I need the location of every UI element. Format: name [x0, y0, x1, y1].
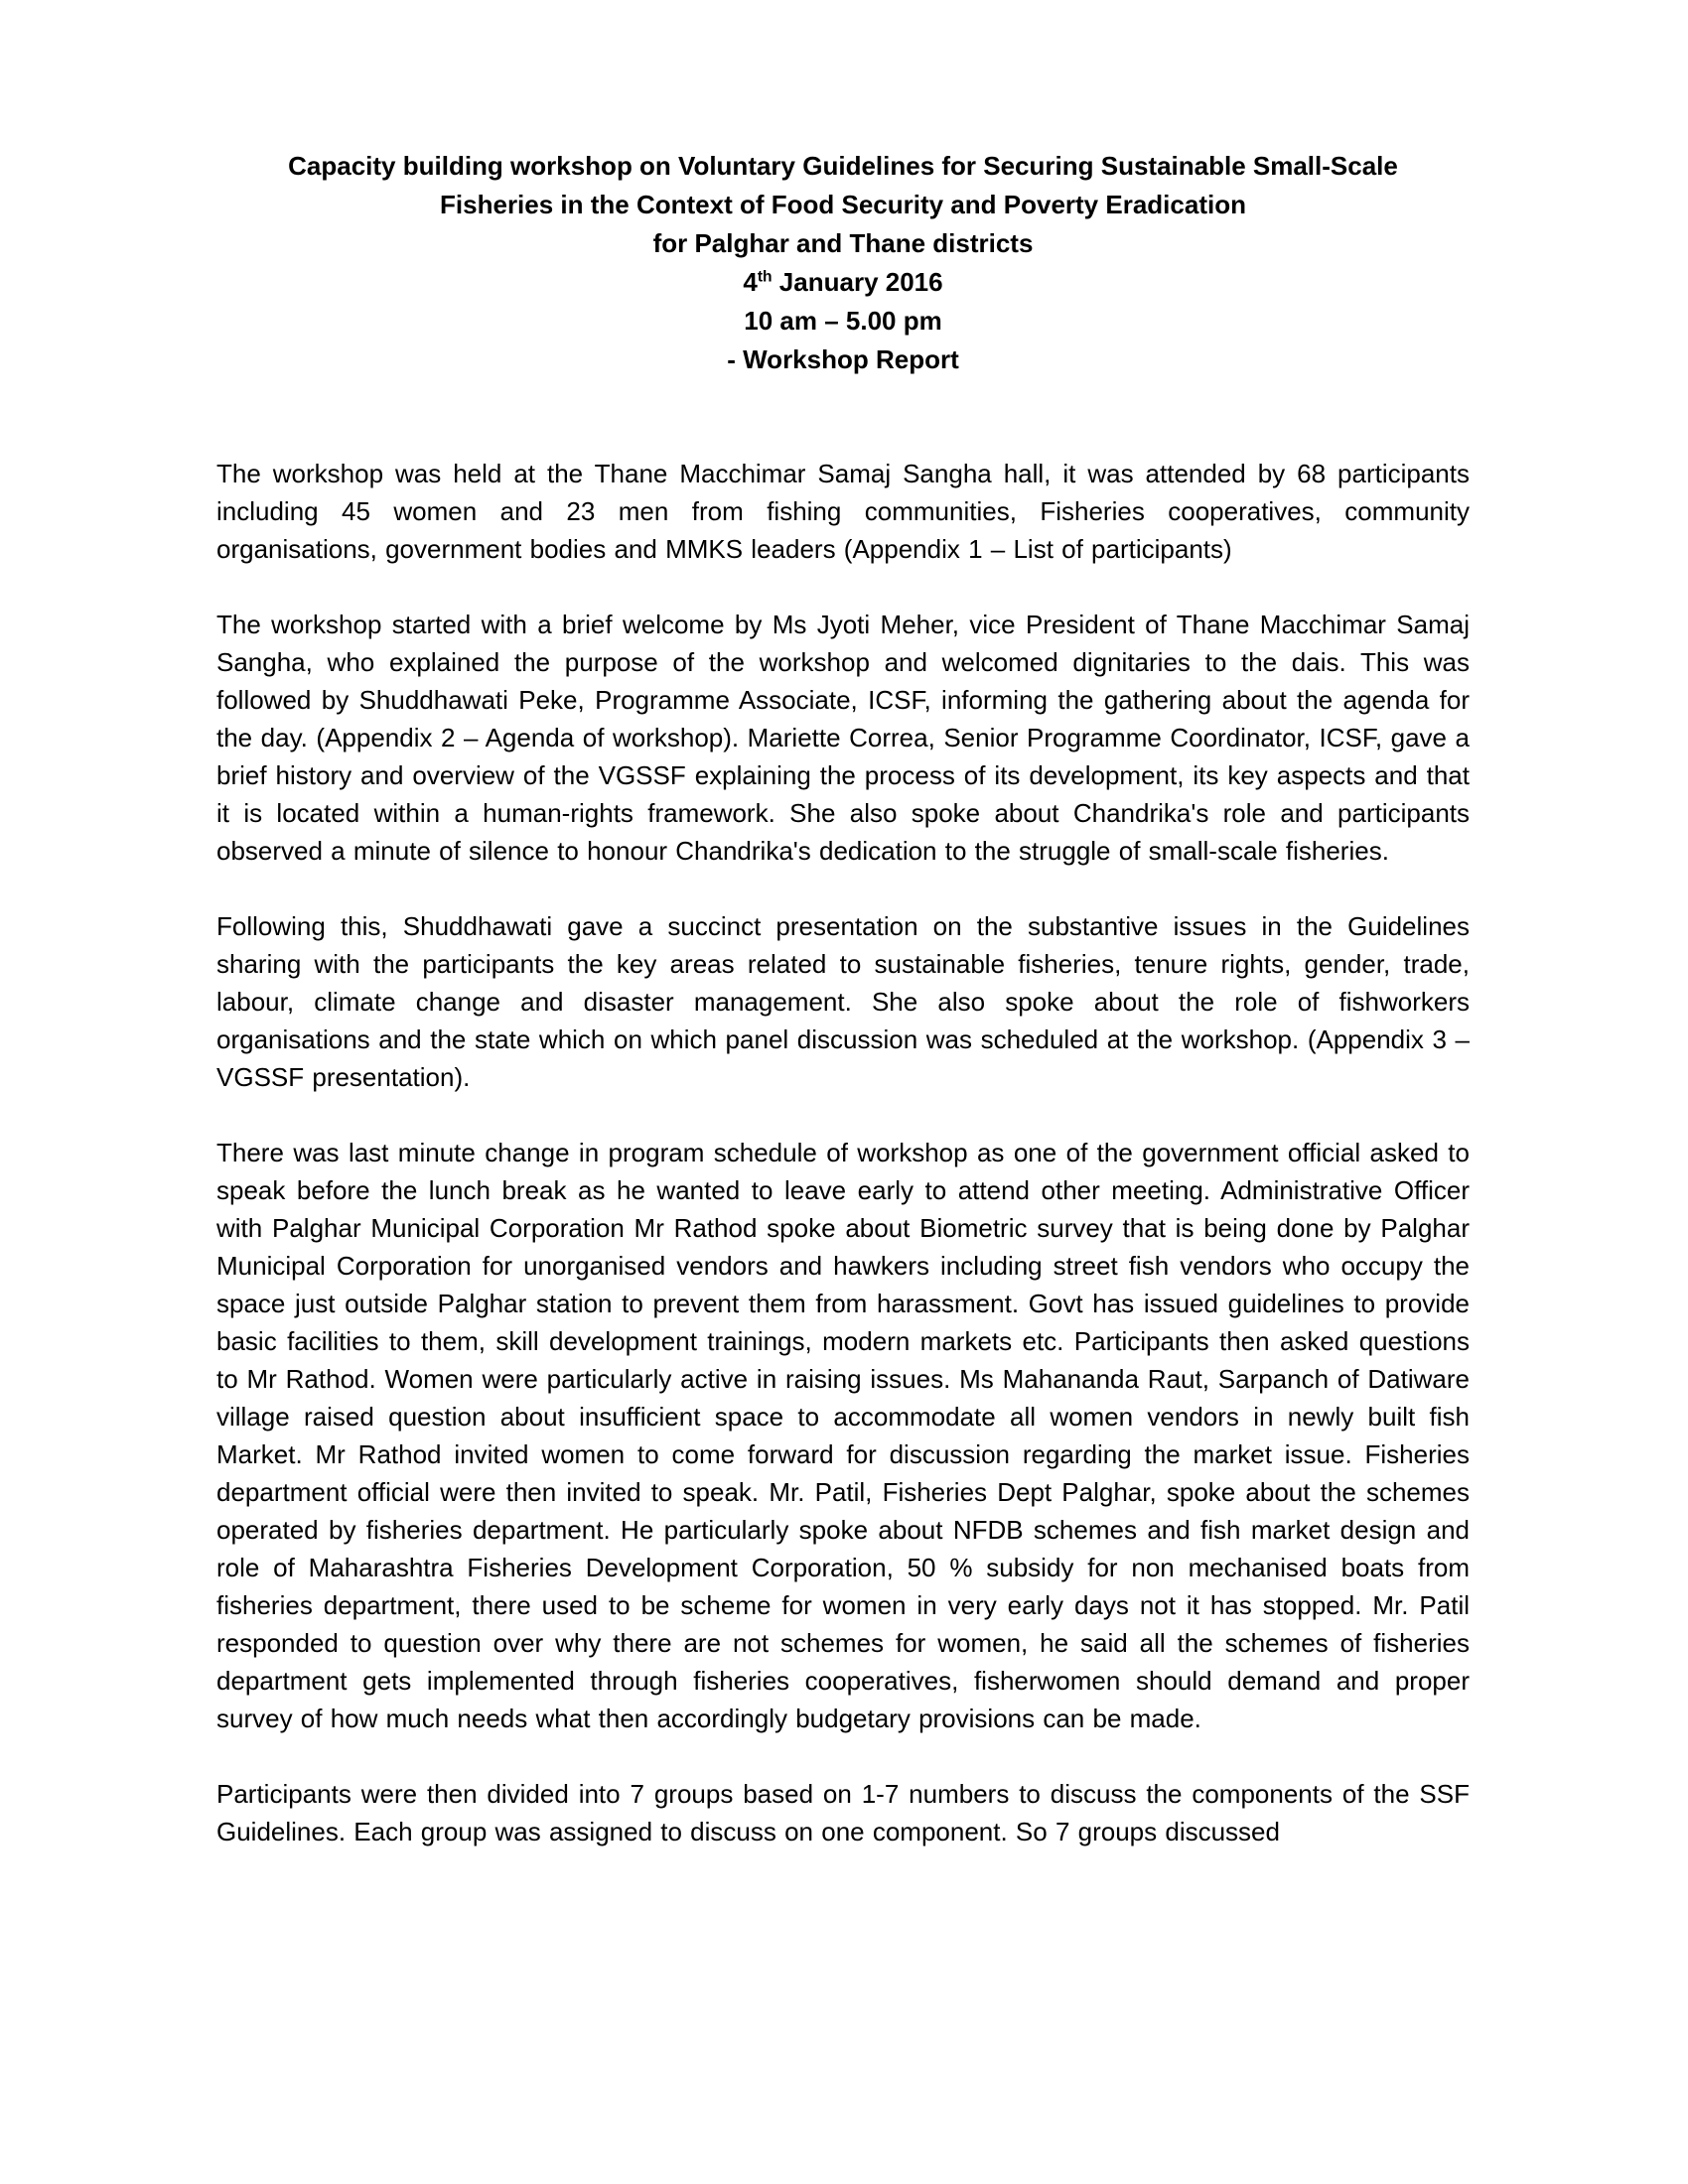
paragraph-guidelines-presentation: Following this, Shuddhawati gave a succinct presentation on the substantive issues in the Guidelines sharing with the participants the key areas related to sustainable fisheries, tenure rights, gender, trade, labour, climate change and disaster management. She also spoke about the role of fishworkers organisations and the state which on which panel discussion was scheduled at the workshop. (Appendix 3 – VGSSF presentation). [216, 911, 1470, 1092]
document-body [216, 455, 1470, 1850]
paragraph-group-division: Participants were then divided into 7 groups based on 1-7 numbers to discuss the components of the SSF Guidelines. Each group was assigned to discuss on one component. So 7 groups discussed [216, 1779, 1470, 1846]
date-day: 4 [743, 267, 758, 297]
title-line-3: for Palghar and Thane districts [652, 228, 1034, 258]
paragraph-schedule-change-officials: There was last minute change in program schedule of workshop as one of the government official asked to speak before the lunch break as he wanted to leave early to attend other meeting. Administrative Officer with Palghar Municipal Corporation Mr Rathod spoke about Biometric survey that is being done by Palghar Municipal Corporation for unorganised vendors and hawkers including street fish vendors who occupy the space just outside Palghar station to prevent them from harassment. Govt has issued guidelines to provide basic facilities to them, skill development trainings, modern markets etc. Participants then asked questions to Mr Rathod. Women were particularly active in raising issues. Ms Mahananda Raut, Sarpanch of Datiware village raised question about insufficient space to accommodate all women vendors in newly built fish Market. Mr Rathod invited women to come forward for discussion regarding the market issue. Fisheries department official were then invited to speak. Mr. Patil, Fisheries Dept Palghar, spoke about the schemes operated by fisheries department. He particularly spoke about NFDB schemes and fish market design and role of Maharashtra Fisheries Development Corporation, 50 % subsidy for non mechanised boats from fisheries department, there used to be scheme for women in very early days not it has stopped. Mr. Patil responded to question over why there are not schemes for women, he said all the schemes of fisheries department gets implemented through fisheries cooperatives, fisherwomen should demand and proper survey of how much needs what then accordingly budgetary provisions can be made. [216, 1138, 1470, 1733]
paragraph-welcome-opening: The workshop started with a brief welcome by Ms Jyoti Meher, vice President of Thane Macchimar Samaj Sangha, who explained the purpose of the workshop and welcomed dignitaries to the dais. This was followed by Shuddhawati Peke, Programme Associate, ICSF, informing the gathering about the agenda for the day. (Appendix 2 – Agenda of workshop). Mariette Correa, Senior Programme Coordinator, ICSF, gave a brief history and overview of the VGSSF explaining the process of its development, its key aspects and that it is located within a human-rights framework. She also spoke about Chandrika's role and participants observed a minute of silence to honour Chandrika's dedication to the struggle of small-scale fisheries. [216, 610, 1470, 866]
title-line-2: Fisheries in the Context of Food Security and Poverty Eradication [440, 190, 1246, 219]
title-line-1: Capacity building workshop on Voluntary Guidelines for Securing Sustainable Small-Scale [288, 151, 1398, 181]
date-ordinal-suffix: th [757, 268, 773, 286]
report-label: - Workshop Report [727, 344, 959, 374]
workshop-date [216, 263, 1470, 302]
workshop-time: 10 am – 5.00 pm [744, 306, 942, 336]
document-title-block [216, 147, 1470, 379]
date-month-year: January 2016 [772, 267, 943, 297]
paragraph-venue-participants: The workshop was held at the Thane Macchimar Samaj Sangha hall, it was attended by 68 participants including 45 women and 23 men from fishing communities, Fisheries cooperatives, community organisations, government bodies and MMKS leaders (Appendix 1 – List of participants) [216, 459, 1470, 564]
